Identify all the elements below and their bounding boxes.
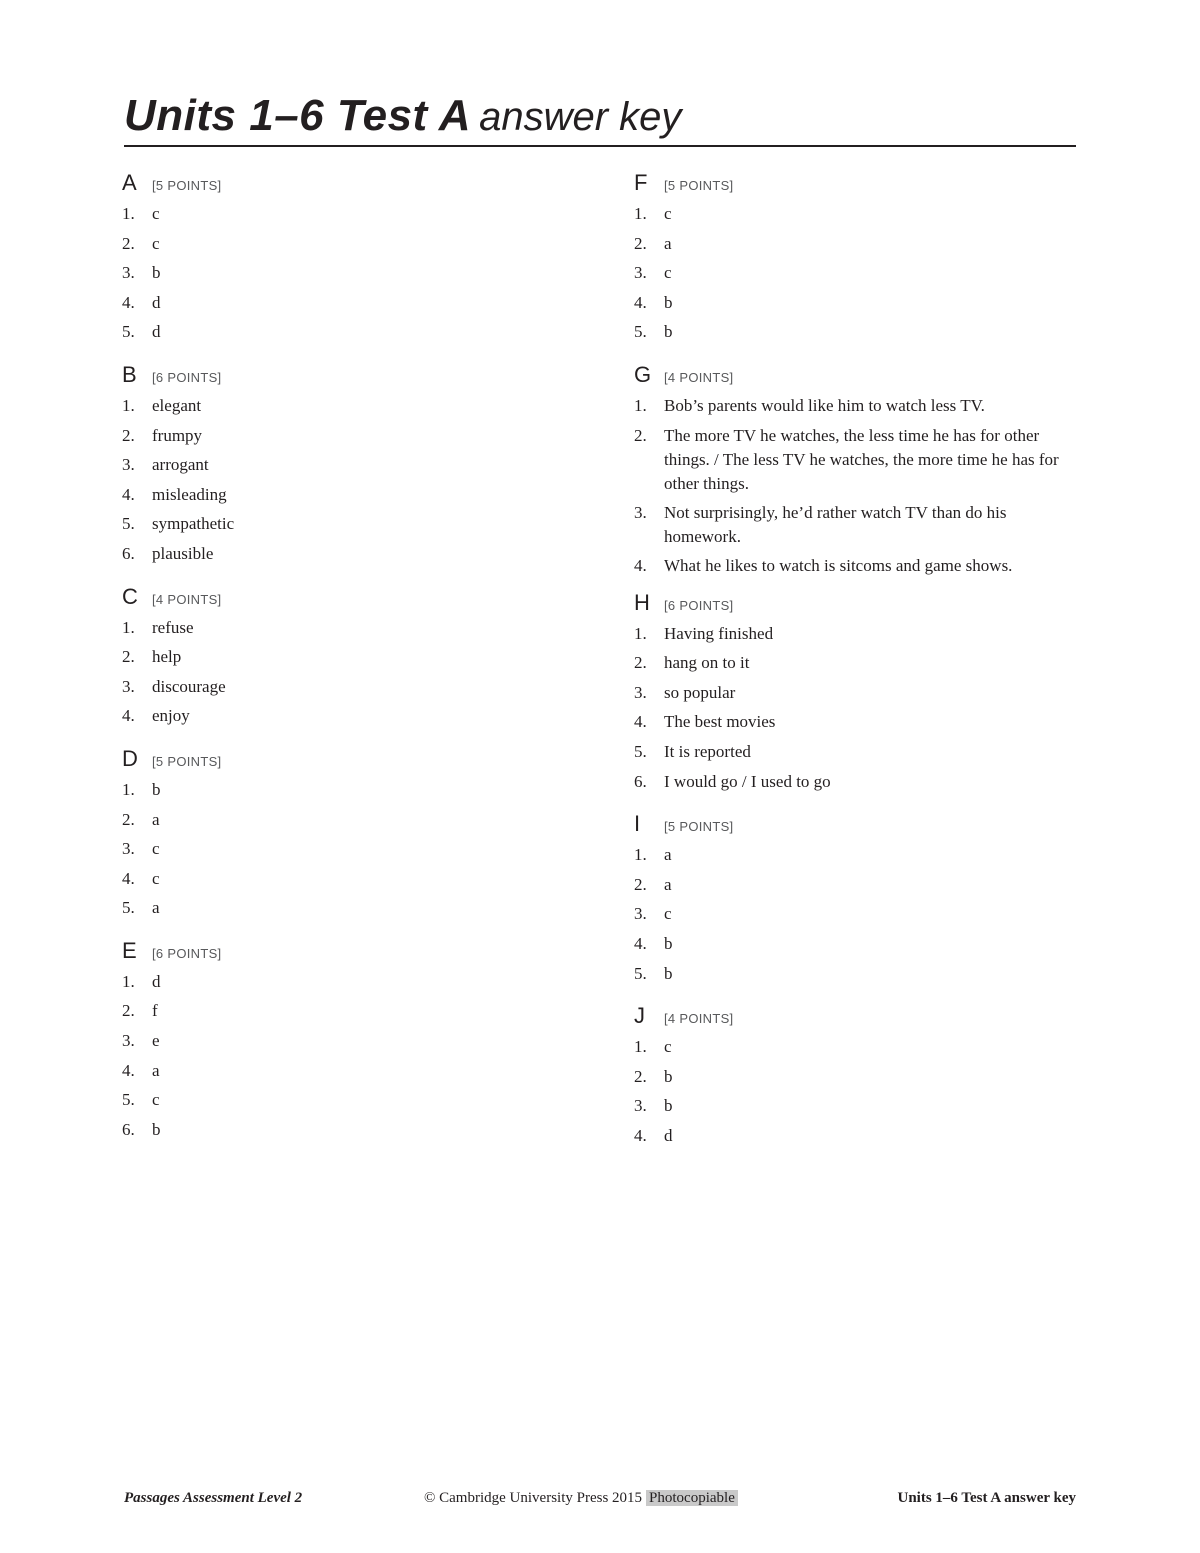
section-header xyxy=(122,584,562,616)
answer-text: b xyxy=(664,1066,673,1086)
answer-item xyxy=(122,232,562,262)
answer-number: 1. xyxy=(122,971,135,991)
answer-number: 3. xyxy=(634,904,647,924)
answer-number: 1. xyxy=(634,204,647,223)
footer-publication: Passages Assessment Level 2 xyxy=(124,1490,303,1506)
section-j xyxy=(634,1003,1074,1153)
answer-item xyxy=(122,867,562,897)
answer-number: 5. xyxy=(122,898,135,918)
answer-text: e xyxy=(152,1031,160,1051)
answer-number: 2. xyxy=(122,233,135,253)
answer-item xyxy=(634,651,1074,681)
answer-number: 2. xyxy=(122,809,135,829)
answer-item xyxy=(122,1088,562,1118)
answer-number: 1. xyxy=(634,623,647,643)
answer-text: c xyxy=(664,904,672,924)
section-header xyxy=(634,170,1074,202)
answer-item xyxy=(634,902,1074,932)
answer-item xyxy=(122,202,562,232)
answer-number: 4. xyxy=(634,1125,647,1145)
answer-number: 6. xyxy=(122,1119,135,1139)
answer-text: enjoy xyxy=(152,706,190,726)
section-header xyxy=(634,362,1074,394)
section-points: [5 POINTS] xyxy=(152,178,222,193)
answer-list xyxy=(634,622,1074,800)
answer-list xyxy=(122,202,562,350)
answer-number: 1. xyxy=(122,395,135,415)
answer-text: a xyxy=(664,874,672,894)
section-letter: B xyxy=(122,361,137,387)
section-a xyxy=(122,170,562,350)
answer-number: 4. xyxy=(634,292,647,312)
answer-item xyxy=(634,232,1074,262)
section-header xyxy=(122,746,562,778)
answer-text: frumpy xyxy=(152,425,203,445)
section-header xyxy=(634,811,1074,843)
answer-number: 3. xyxy=(634,502,647,522)
answer-number: 1. xyxy=(634,1037,647,1057)
answer-item xyxy=(122,1118,562,1148)
answer-text: misleading xyxy=(152,484,227,504)
answer-number: 3. xyxy=(634,263,647,283)
answer-item xyxy=(634,501,1074,549)
answer-number: 3. xyxy=(122,263,135,283)
section-f xyxy=(634,170,1074,350)
footer-copyright xyxy=(424,1490,738,1507)
answer-text: arrogant xyxy=(152,455,209,475)
answer-text: discourage xyxy=(152,676,226,696)
section-letter: F xyxy=(634,170,648,195)
answer-text: c xyxy=(664,204,672,223)
answer-number: 2. xyxy=(634,653,647,673)
answer-text: It is reported xyxy=(664,741,751,761)
answer-item xyxy=(122,778,562,808)
answer-number: 2. xyxy=(122,647,135,667)
answer-list xyxy=(634,202,1074,350)
section-header xyxy=(122,362,562,394)
answer-text: d xyxy=(152,971,161,991)
section-h xyxy=(634,590,1074,800)
answer-list xyxy=(634,843,1074,991)
answer-item xyxy=(122,424,562,454)
answer-item xyxy=(634,740,1074,770)
answer-text: I would go / I used to go xyxy=(664,771,831,791)
answer-number: 2. xyxy=(634,1066,647,1086)
photocopiable-badge: Photocopiable xyxy=(646,1490,738,1506)
answer-item xyxy=(122,1029,562,1059)
answer-number: 4. xyxy=(122,484,135,504)
answer-item xyxy=(634,320,1074,350)
answer-list xyxy=(122,616,562,734)
answer-item xyxy=(122,394,562,424)
answer-item xyxy=(634,932,1074,962)
footer-copyright-text: © Cambridge University Press 2015 xyxy=(424,1490,643,1506)
answer-item xyxy=(634,1094,1074,1124)
title-main: Units 1–6 Test A xyxy=(124,91,472,140)
answer-list xyxy=(634,394,1074,578)
answer-number: 5. xyxy=(634,322,647,342)
section-header xyxy=(122,170,562,202)
answer-number: 3. xyxy=(122,1031,135,1051)
answer-item xyxy=(634,554,1074,578)
answer-list xyxy=(122,394,562,572)
section-letter: E xyxy=(122,937,137,963)
answer-text: a xyxy=(664,233,672,253)
answer-text: Not surprisingly, he’d rather watch TV than do his homework. xyxy=(664,502,1007,546)
page-footer xyxy=(124,1490,1076,1512)
section-g xyxy=(634,362,1074,578)
section-points: [4 POINTS] xyxy=(152,591,222,607)
answer-text: b xyxy=(152,779,161,799)
answer-item xyxy=(634,291,1074,321)
answer-item xyxy=(122,896,562,926)
answer-item xyxy=(122,837,562,867)
answer-item xyxy=(122,645,562,675)
answer-text: a xyxy=(152,1060,160,1080)
answer-item xyxy=(122,970,562,1000)
answer-item xyxy=(122,999,562,1029)
answer-number: 2. xyxy=(122,1001,135,1021)
answer-item xyxy=(122,453,562,483)
answer-number: 4. xyxy=(634,933,647,953)
answer-text: so popular xyxy=(664,682,736,702)
answer-number: 6. xyxy=(122,543,135,563)
answer-number: 4. xyxy=(122,292,135,312)
answer-text: c xyxy=(664,263,672,283)
answer-text: b xyxy=(152,263,161,283)
section-letter: I xyxy=(634,811,641,837)
answer-number: 4. xyxy=(634,712,647,732)
answer-text: b xyxy=(664,933,673,953)
left-column xyxy=(122,170,562,1159)
title-rule xyxy=(124,145,1076,147)
section-c xyxy=(122,584,562,734)
answer-item xyxy=(634,710,1074,740)
section-header xyxy=(634,590,1074,622)
answer-list xyxy=(122,778,562,926)
answer-text: elegant xyxy=(152,395,202,415)
answer-text: help xyxy=(152,647,182,667)
answer-item xyxy=(634,261,1074,291)
answer-text: The best movies xyxy=(664,712,776,732)
answer-number: 3. xyxy=(122,455,135,475)
answer-number: 3. xyxy=(634,1096,647,1116)
answer-item xyxy=(122,808,562,838)
section-letter: C xyxy=(122,583,138,609)
section-header xyxy=(634,1003,1074,1035)
answer-item xyxy=(122,704,562,734)
answer-text: a xyxy=(152,898,160,918)
answer-list xyxy=(634,1035,1074,1153)
answer-item xyxy=(634,394,1074,424)
answer-item xyxy=(122,483,562,513)
answer-number: 3. xyxy=(634,682,647,702)
answer-text: c xyxy=(152,839,160,859)
answer-text: b xyxy=(664,1096,673,1116)
answer-item xyxy=(634,962,1074,992)
answer-text: a xyxy=(664,845,672,865)
answer-number: 4. xyxy=(122,1060,135,1080)
right-column xyxy=(634,170,1074,1165)
answer-text: c xyxy=(152,868,160,888)
answer-number: 5. xyxy=(634,741,647,761)
section-points: [4 POINTS] xyxy=(664,369,734,385)
answer-item xyxy=(634,873,1074,903)
answer-number: 4. xyxy=(122,868,135,888)
answer-number: 1. xyxy=(634,395,647,415)
title-sub: answer key xyxy=(479,95,682,139)
footer-page-title: Units 1–6 Test A answer key xyxy=(897,1490,1076,1506)
answer-number: 1. xyxy=(122,204,135,223)
answer-text: c xyxy=(152,1090,160,1110)
answer-number: 1. xyxy=(122,779,135,799)
section-letter: G xyxy=(634,361,652,387)
answer-number: 1. xyxy=(634,845,647,865)
section-i xyxy=(634,811,1074,991)
section-letter: A xyxy=(122,170,137,195)
answer-item xyxy=(634,843,1074,873)
answer-item xyxy=(122,1059,562,1089)
answer-item xyxy=(634,770,1074,800)
answer-item xyxy=(634,1124,1074,1154)
section-points: [6 POINTS] xyxy=(664,597,734,613)
answer-item xyxy=(634,1065,1074,1095)
section-header xyxy=(122,938,562,970)
answer-number: 2. xyxy=(634,233,647,253)
answer-item xyxy=(634,202,1074,232)
answer-text: The more TV he watches, the less time he has for other things. / The less TV he watches, the more time he has for other things. xyxy=(664,425,1059,493)
answer-item xyxy=(634,1035,1074,1065)
answer-number: 5. xyxy=(122,322,135,342)
answer-text: d xyxy=(152,292,161,312)
answer-number: 2. xyxy=(634,425,647,445)
answer-item xyxy=(634,681,1074,711)
answer-item xyxy=(122,542,562,572)
answer-text: f xyxy=(152,1001,158,1021)
answer-number: 4. xyxy=(634,555,647,575)
section-e xyxy=(122,938,562,1148)
answer-text: plausible xyxy=(152,543,214,563)
answer-number: 2. xyxy=(122,425,135,445)
answer-text: c xyxy=(152,233,160,253)
answer-item xyxy=(634,622,1074,652)
section-points: [5 POINTS] xyxy=(664,819,734,835)
section-b xyxy=(122,362,562,572)
answer-item xyxy=(122,616,562,646)
answer-item xyxy=(122,512,562,542)
answer-number: 3. xyxy=(122,676,135,696)
answer-text: b xyxy=(152,1119,161,1139)
answer-number: 4. xyxy=(122,706,135,726)
section-letter: D xyxy=(122,745,138,771)
answer-text: hang on to it xyxy=(664,653,750,673)
answer-list xyxy=(122,970,562,1148)
section-points: [5 POINTS] xyxy=(664,178,734,193)
section-points: [6 POINTS] xyxy=(152,369,222,385)
answer-number: 6. xyxy=(634,771,647,791)
answer-item xyxy=(634,424,1074,496)
answer-text: Bob’s parents would like him to watch less TV. xyxy=(664,395,985,415)
section-points: [6 POINTS] xyxy=(152,945,222,961)
answer-number: 5. xyxy=(122,514,135,534)
section-points: [4 POINTS] xyxy=(664,1011,734,1027)
answer-text: Having finished xyxy=(664,623,774,643)
answer-text: What he likes to watch is sitcoms and game shows. xyxy=(664,555,1013,575)
answer-text: d xyxy=(152,322,161,342)
answer-text: b xyxy=(664,322,673,342)
answer-text: b xyxy=(664,963,673,983)
answer-number: 1. xyxy=(122,617,135,637)
answer-number: 5. xyxy=(634,963,647,983)
answer-item xyxy=(122,261,562,291)
answer-text: d xyxy=(664,1125,673,1145)
answer-text: refuse xyxy=(152,617,194,637)
section-letter: J xyxy=(634,1003,645,1029)
answer-number: 5. xyxy=(122,1090,135,1110)
section-points: [5 POINTS] xyxy=(152,753,222,769)
section-letter: H xyxy=(634,589,650,615)
answer-item xyxy=(122,675,562,705)
answer-text: c xyxy=(664,1037,672,1057)
answer-text: b xyxy=(664,292,673,312)
section-d xyxy=(122,746,562,926)
answer-number: 3. xyxy=(122,839,135,859)
answer-text: c xyxy=(152,204,160,223)
answer-number: 2. xyxy=(634,874,647,894)
answer-text: a xyxy=(152,809,160,829)
answer-text: sympathetic xyxy=(152,514,235,534)
answer-item xyxy=(122,320,562,350)
answer-item xyxy=(122,291,562,321)
